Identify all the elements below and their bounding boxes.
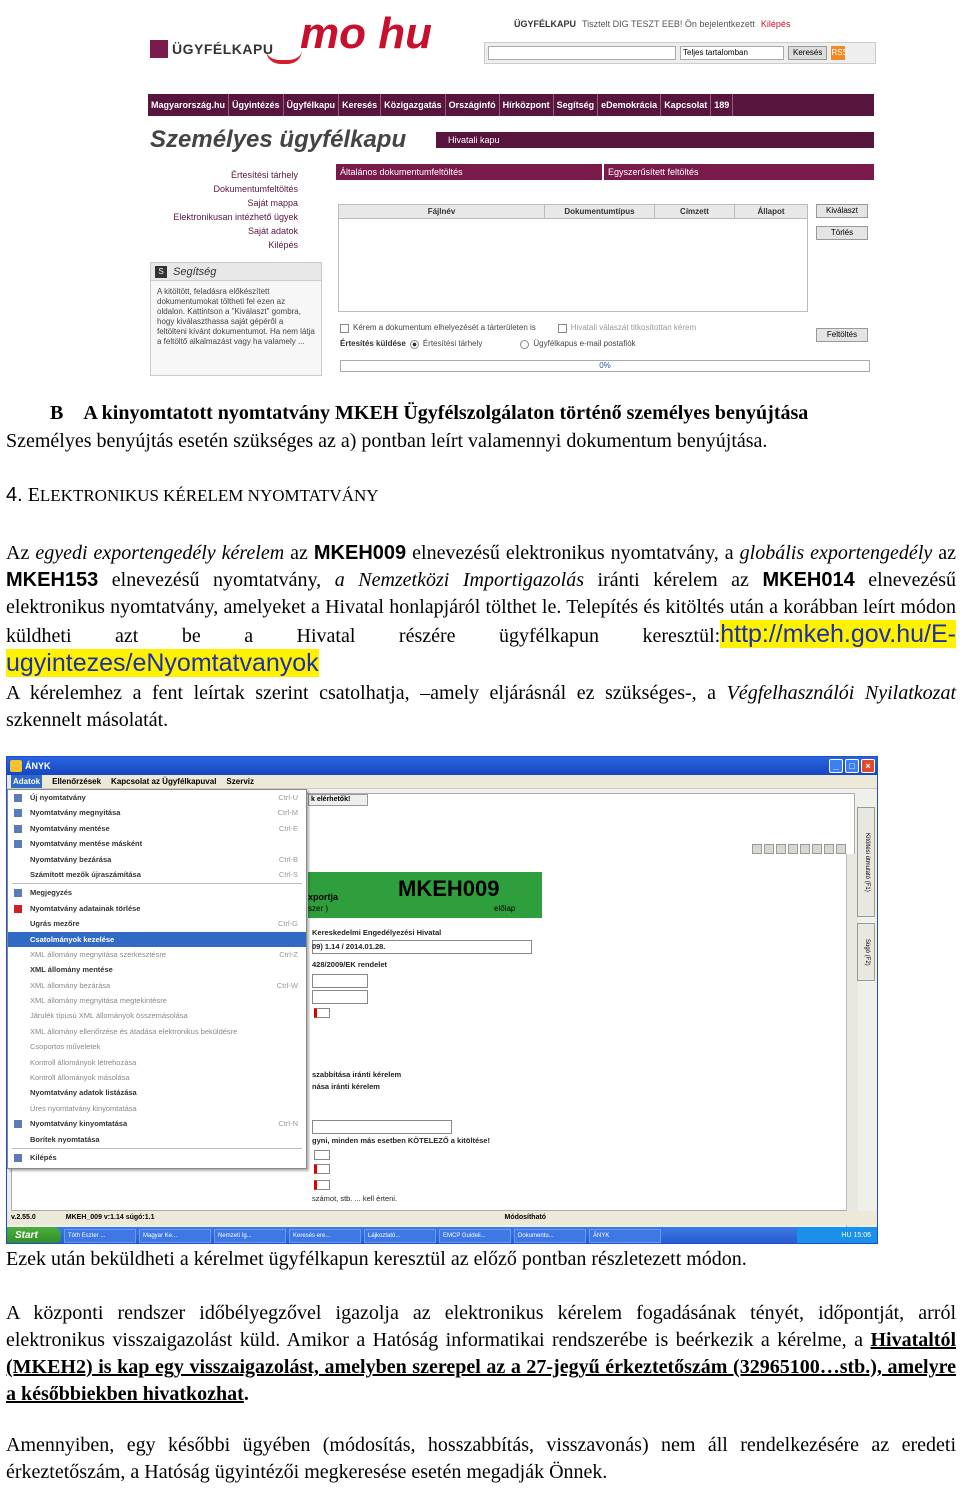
exit-icon (14, 1154, 22, 1162)
section-4-title: LEKTRONIKUS KÉRELEM NYOMTATVÁNY (39, 486, 379, 505)
rss-label: RSS (831, 48, 848, 57)
menu-item-label: Nyomtatvány adatok listázása (30, 1088, 137, 1098)
left-menu-item[interactable]: Saját mappa (247, 198, 298, 208)
left-menu-item[interactable]: Értesítési tárhely (230, 170, 298, 180)
encrypt-label: Hivatali válaszát titkosítottan kérem (570, 323, 697, 332)
text-run: az (284, 542, 314, 564)
form-header-exp2: szer ) (308, 904, 328, 913)
menu-item-save-as[interactable] (8, 836, 306, 851)
note-icon (14, 889, 22, 897)
settings-icon[interactable] (836, 844, 846, 854)
menu-item-envelope[interactable] (8, 1132, 306, 1147)
breadcrumb[interactable]: Hivatali kapu (436, 132, 874, 148)
system-tray-clock: HU 15:06 (797, 1227, 877, 1244)
col-recipient: Címzett (655, 205, 735, 218)
form-code-mkeh153: MKEH153 (6, 569, 99, 591)
menu-item-label: Kilépés (30, 1152, 57, 1162)
menu-item-label: Csatolmányok kezelése (30, 934, 115, 944)
enyomtatvanyok-link[interactable]: http://mkeh.gov.hu/E-ugyintezes/eNyomtatvanyok (6, 620, 956, 677)
nav-item[interactable]: Ügyfélkapu (284, 94, 340, 116)
delete-icon (14, 905, 22, 913)
upload-table (338, 204, 808, 312)
simple-upload-tab[interactable]: Egyszerűsített feltöltés (604, 164, 874, 180)
logo-text: ÜGYFÉLKAPU (172, 41, 274, 57)
menu-item-shortcut: Ctrl-B (278, 854, 298, 864)
available-button[interactable]: k elérhetők! (308, 794, 368, 806)
section-4-heading (6, 482, 379, 509)
help-text: A kitöltött, feladásra előkészített dokumentumokat töltheti fel ezen az oldalon. Kattintson a "Kiválaszt" gombra, hogy kiválaszthassa saját gépéről a feltölteni kívánt dokumentumot. Ha nem látja a feltöltő alkalmazást vagy ha valamely ... (157, 287, 315, 346)
after-paragraph-1: Ezek után beküldheti a kérelmet ügyfélkapun keresztül az előző pontban részletezett módon. (6, 1248, 747, 1270)
nav-item[interactable]: Kapcsolat (661, 94, 711, 116)
logo-square-icon (150, 40, 168, 58)
form-checkbox[interactable] (314, 1164, 330, 1174)
menu-item-note[interactable] (8, 885, 306, 900)
menu-item-xml-merge[interactable] (8, 1008, 306, 1023)
taskbar-item[interactable]: Dokumentu... (514, 1229, 586, 1243)
form-field[interactable] (312, 990, 368, 1004)
top-brand: ÜGYFÉLKAPU (514, 19, 577, 29)
taskbar-item[interactable]: Nemzeti Ig... (214, 1229, 286, 1243)
menu-item-xml-check[interactable] (8, 1024, 306, 1039)
form-request-1: szabbítása iránti kérelem (312, 1070, 402, 1079)
minimize-icon[interactable]: _ (829, 759, 843, 773)
close-icon[interactable]: × (861, 759, 875, 773)
start-button[interactable]: Start (7, 1227, 61, 1244)
search-input[interactable] (488, 46, 676, 60)
menu-item-label: XML állomány mentése (30, 965, 113, 975)
menu-item-label: Nyomtatvány bezárása (30, 854, 112, 864)
upload-options (340, 320, 870, 352)
text-run: elnevezésű elektronikus nyomtatvány, amelyeket a Hivatal honlapjáról tölthet le. Telepítés és kitöltés után a korábban leírt módon küldheti azt be a Hivatal részére ügyfélkapun keresztül: (6, 569, 956, 647)
text-run: elnevezésű nyomtatvány, (98, 569, 335, 591)
ugyfelkapu-logo (150, 40, 273, 58)
menu-item-shortcut: Ctrl-G (278, 919, 298, 929)
menu-item-label: Új nyomtatvány (30, 793, 86, 802)
menu-item-label: XML állomány megnyitása szerkesztésre (30, 949, 167, 959)
menu-item-group-ops[interactable] (8, 1039, 306, 1054)
menu-item-label: Üres nyomtatvány kinyomtatása (30, 1103, 137, 1113)
menu-item-label: XML állomány ellenőrzése és átadása elektronikus beküldésre (30, 1026, 238, 1036)
notify-storage-radio[interactable] (410, 340, 419, 349)
menu-separator (12, 1148, 302, 1149)
left-menu-item[interactable]: Saját adatok (247, 226, 298, 236)
general-upload-tab[interactable]: Általános dokumentumfeltöltés (336, 164, 602, 180)
nav-arrows (752, 844, 846, 854)
form-request-2: nása iránti kérelem (312, 1082, 380, 1091)
notify-email-label: Ügyfélkapus e-mail postafiók (533, 339, 636, 348)
menu-item-label: Nyomtatvány mentése (30, 823, 110, 833)
menu-item-print-empty[interactable] (8, 1101, 306, 1116)
menu-item-list[interactable] (8, 1085, 306, 1100)
menu-item-xml-close[interactable] (8, 978, 306, 993)
text-run: az (932, 542, 956, 564)
maximize-icon[interactable]: □ (845, 759, 859, 773)
next-page-icon[interactable] (776, 844, 786, 854)
menu-item-label: Nyomtatvány adatainak törlése (30, 903, 141, 913)
text-run: szkennelt másolatát. (6, 709, 169, 731)
form-code-mkeh009: MKEH009 (313, 542, 407, 564)
menu-item-label: Nyomtatvány kinyomtatása (30, 1119, 128, 1129)
form-field[interactable] (312, 974, 368, 988)
taskbar-item[interactable]: EMCP Guideli... (439, 1229, 511, 1243)
left-menu-item[interactable]: Elektronikusan intézhető ügyek (173, 212, 298, 222)
store-label: Kérem a dokumentum elhelyezését a tárterületen is (353, 323, 536, 332)
rss-icon[interactable] (831, 46, 848, 60)
anyk-app-icon (10, 760, 22, 772)
nav-item[interactable]: Segítség (554, 94, 599, 116)
save-icon (14, 825, 22, 833)
menu-item-label: Nyomtatvány megnyitása (30, 808, 121, 818)
search-bar (484, 42, 876, 64)
form-header (308, 872, 542, 918)
text-run: iránti kérelem az (583, 569, 763, 591)
top-status-bar (514, 14, 876, 34)
progress-text: 0% (599, 361, 611, 370)
notify-email-radio[interactable] (520, 340, 529, 349)
col-status: Állapot (757, 207, 785, 216)
windows-taskbar (7, 1227, 877, 1244)
form-office: Kereskedelmi Engedélyezési Hivatal (312, 928, 442, 937)
menu-item-shortcut: Ctrl-U (278, 793, 298, 802)
mohu-logo: mo hu (300, 9, 432, 58)
menu-separator (12, 883, 302, 884)
adatok-dropdown-menu (7, 789, 307, 1169)
menu-item-xml-open[interactable] (8, 947, 306, 962)
form-version: 09) 1.14 / 2014.01.28. (312, 942, 386, 951)
left-menu-item[interactable]: Dokumentumfeltöltés (213, 184, 298, 194)
form-code-mkeh014: MKEH014 (762, 569, 855, 591)
delete-button[interactable]: Törlés (816, 226, 868, 240)
menu-item-recalc[interactable] (8, 867, 306, 882)
menu-item-shortcut: Ctrl-S (278, 869, 298, 879)
store-checkbox[interactable] (340, 324, 349, 333)
print-icon[interactable] (812, 844, 822, 854)
logout-link[interactable]: Kilépés (760, 19, 791, 29)
nav-item[interactable]: Keresés (339, 94, 381, 116)
side-tabs (857, 807, 875, 987)
help-icon[interactable] (824, 844, 834, 854)
menu-item-label: Megjegyzés (30, 888, 73, 898)
section-4-title-first: E (27, 484, 40, 506)
nav-item[interactable]: Közigazgatás (381, 94, 446, 116)
text-run: elnevezésű elektronikus nyomtatvány, a (406, 542, 740, 564)
form-checkbox[interactable] (314, 1180, 330, 1190)
form-subtitle: előlap (494, 904, 516, 913)
taskbar-item[interactable]: Keresés ere... (289, 1229, 361, 1243)
form-checkbox[interactable] (314, 1150, 330, 1160)
prev-page-icon[interactable] (764, 844, 774, 854)
col-filename: Fájlnév (339, 205, 545, 218)
anyk-window-title: ÁNYK (25, 761, 51, 771)
menu-item-new[interactable] (8, 790, 306, 805)
menu-item-close[interactable] (8, 852, 306, 867)
text-run: A központi rendszer időbélyegzővel igazolja az elektronikus kérelem fogadásának tényét, időpontját, arról elektronikus visszaigazolást küld. Amikor a Hatóság informatikai rendszerébe is beérkezik a kérelme, a (6, 1302, 956, 1351)
ugyfelkapu-screenshot (148, 8, 876, 376)
after-paragraph-3: Amennyiben, egy későbbi ügyében (módosítás, hosszabbítás, visszavonás) nem áll rendelkezésére az eredeti érkeztetőszám, a Hatóság ügyintézői megkeresése esetén megadják Önnek. (6, 1434, 956, 1483)
form-checkbox[interactable] (314, 1008, 330, 1018)
nav-item[interactable]: eDemokrácia (598, 94, 661, 116)
upload-progress-bar (340, 360, 870, 372)
nav-item[interactable]: 189 (711, 94, 733, 116)
anyk-menubar (7, 775, 877, 789)
first-page-icon[interactable] (752, 844, 762, 854)
form-number-note: számot, stb. ... kell érteni. (312, 1194, 398, 1203)
form-header-exp: xportja (308, 892, 339, 902)
after-paragraph-2 (6, 1300, 956, 1408)
window-controls (829, 759, 875, 773)
confirmation-note: Hivataltól (MKEH2) is kap egy visszaigazolást, amelyben szerepel az a 27-jegyű érkeztetőszám (32965100…stb.), amelyre a későbbiekben hivatkozhat (6, 1329, 956, 1405)
left-menu (150, 168, 298, 252)
notify-label: Értesítés küldése (340, 339, 406, 348)
menu-item-clear[interactable] (8, 901, 306, 916)
menu-item-open[interactable] (8, 805, 306, 820)
help-title: Segítség (173, 266, 217, 278)
section-b-body: Személyes benyújtás esetén szükséges az a) pontban leírt valamennyi dokumentum benyújtása. (6, 430, 768, 452)
form-mandatory-note: gyni, minden más esetben KÖTELEZŐ a kitöltése! (312, 1136, 490, 1145)
greeting-text: Tisztelt DIG TESZT EEB! Ön bejelentkezett (582, 19, 755, 29)
menu-item-xml-view[interactable] (8, 993, 306, 1008)
section-b-letter: B (50, 402, 64, 424)
menu-item-label: Járulék típusú XML állományok összemásolása (30, 1011, 188, 1021)
anyk-titlebar (7, 757, 877, 775)
anyk-statusbar (7, 1211, 877, 1225)
menu-item-label: Számított mezők újraszámítása (30, 869, 141, 879)
upload-table-header (339, 205, 807, 219)
status-mode: Módosítható (504, 1214, 547, 1221)
menu-item-label: XML állomány bezárása (30, 980, 111, 990)
col-doctype: Dokumentumtípus (545, 205, 655, 218)
taskbar-item[interactable]: Lájkoztató... (364, 1229, 436, 1243)
text-run: . (243, 1383, 249, 1405)
text-run: Az (6, 542, 36, 564)
page-title: Személyes ügyfélkapu (150, 126, 407, 153)
smile-logo-icon (266, 50, 302, 64)
status-version: v.2.55.0 (11, 1214, 36, 1221)
select-button[interactable]: Kiválaszt (816, 204, 868, 218)
menu-item-shortcut: Ctrl-Z (279, 949, 298, 959)
anyk-screenshot (6, 756, 878, 1244)
zoom-icon[interactable] (800, 844, 810, 854)
menu-item-label: Nyomtatvány mentése másként (30, 839, 143, 849)
menu-item-control-create[interactable] (8, 1055, 306, 1070)
text-run-italic: a Nemzetközi Importigazolás (334, 569, 584, 591)
menu-adatok[interactable]: Adatok (13, 777, 41, 786)
form-field[interactable] (312, 1120, 452, 1134)
taskbar-item[interactable]: Tóth Eszter ... (64, 1229, 136, 1243)
menu-item-save[interactable] (8, 821, 306, 836)
menu-item-label: Csoportos műveletek (30, 1042, 101, 1052)
menu-item-shortcut: Ctrl-W (276, 980, 298, 990)
menu-item-control-copy[interactable] (8, 1070, 306, 1085)
help-tab[interactable]: Súgó (F2) (857, 923, 875, 981)
help-icon: S (155, 266, 167, 278)
section-b-title: A kinyomtatott nyomtatvány MKEH Ügyfélszolgálaton történő személyes benyújtása (83, 402, 809, 424)
menu-szerviz[interactable]: Szerviz (226, 777, 254, 786)
menu-ugyfelkapu[interactable]: Kapcsolat az Ügyfélkapuval (111, 777, 217, 786)
menu-item-attachments[interactable] (8, 932, 306, 947)
menu-item-label: Kontroll állományok másolása (30, 1073, 130, 1083)
left-menu-item[interactable]: Kilépés (268, 240, 298, 250)
main-nav (148, 94, 874, 116)
menu-item-print[interactable] (8, 1116, 306, 1131)
menu-item-shortcut: Ctrl-N (278, 1119, 298, 1129)
text-run-italic: Végfelhasználói Nyilatkozat (726, 682, 956, 704)
form-code: MKEH009 (398, 876, 500, 901)
menu-item-exit[interactable] (8, 1150, 306, 1165)
nav-item[interactable]: Országinfó (446, 94, 500, 116)
text-run-italic: egyedi exportengedély kérelem (35, 542, 285, 564)
nav-item[interactable]: Ügyintézés (229, 94, 284, 116)
form-decree: 428/2009/EK rendelet (312, 960, 388, 969)
menu-ellenorzesek[interactable]: Ellenőrzések (52, 777, 102, 786)
section-4-paragraph-1 (6, 540, 956, 679)
menu-item-label: Ugrás mezőre (30, 919, 80, 929)
open-form-icon (14, 809, 22, 817)
section-b-heading (50, 400, 808, 427)
menu-item-label: Kontroll állományok létrehozása (30, 1057, 137, 1067)
nav-item[interactable]: Hírközpont (500, 94, 554, 116)
menu-item-shortcut: Ctrl-M (277, 808, 298, 818)
section-4-paragraph-2 (6, 680, 956, 734)
text-run-italic: globális exportengedély (739, 542, 933, 564)
save-as-icon (14, 840, 22, 848)
help-panel (150, 262, 322, 376)
section-4-number: 4. (6, 484, 23, 506)
search-button[interactable]: Keresés (788, 46, 827, 60)
guide-tab[interactable]: Kitöltési útmutató (F1) (857, 807, 875, 917)
print-icon (14, 1120, 22, 1128)
menu-item-label: Borítek nyomtatása (30, 1134, 100, 1144)
help-header (151, 263, 321, 281)
nav-item[interactable]: Magyarország.hu (148, 94, 229, 116)
encrypt-checkbox[interactable] (558, 324, 567, 333)
new-form-icon (14, 794, 22, 802)
notify-storage-label: Értesítési tárhely (422, 339, 483, 348)
menu-item-label: XML állomány megnyitása megtekintésre (30, 996, 167, 1006)
search-scope-select[interactable]: Teljes tartalomban (680, 46, 784, 60)
upload-button[interactable]: Feltöltés (816, 328, 868, 342)
taskbar-item[interactable]: Magyar Ke... (139, 1229, 211, 1243)
menu-item-xml-save[interactable] (8, 962, 306, 977)
menu-item-shortcut: Ctrl-E (278, 823, 298, 833)
last-page-icon[interactable] (788, 844, 798, 854)
taskbar-item[interactable]: ÁNYK (589, 1229, 661, 1243)
text-run: A kérelemhez a fent leírtak szerint csatolhatja, –amely eljárásnál ez szükséges-, a (6, 682, 727, 704)
status-form: MKEH_009 v:1.14 súgó:1.1 (65, 1214, 155, 1221)
menu-item-goto[interactable] (8, 916, 306, 931)
